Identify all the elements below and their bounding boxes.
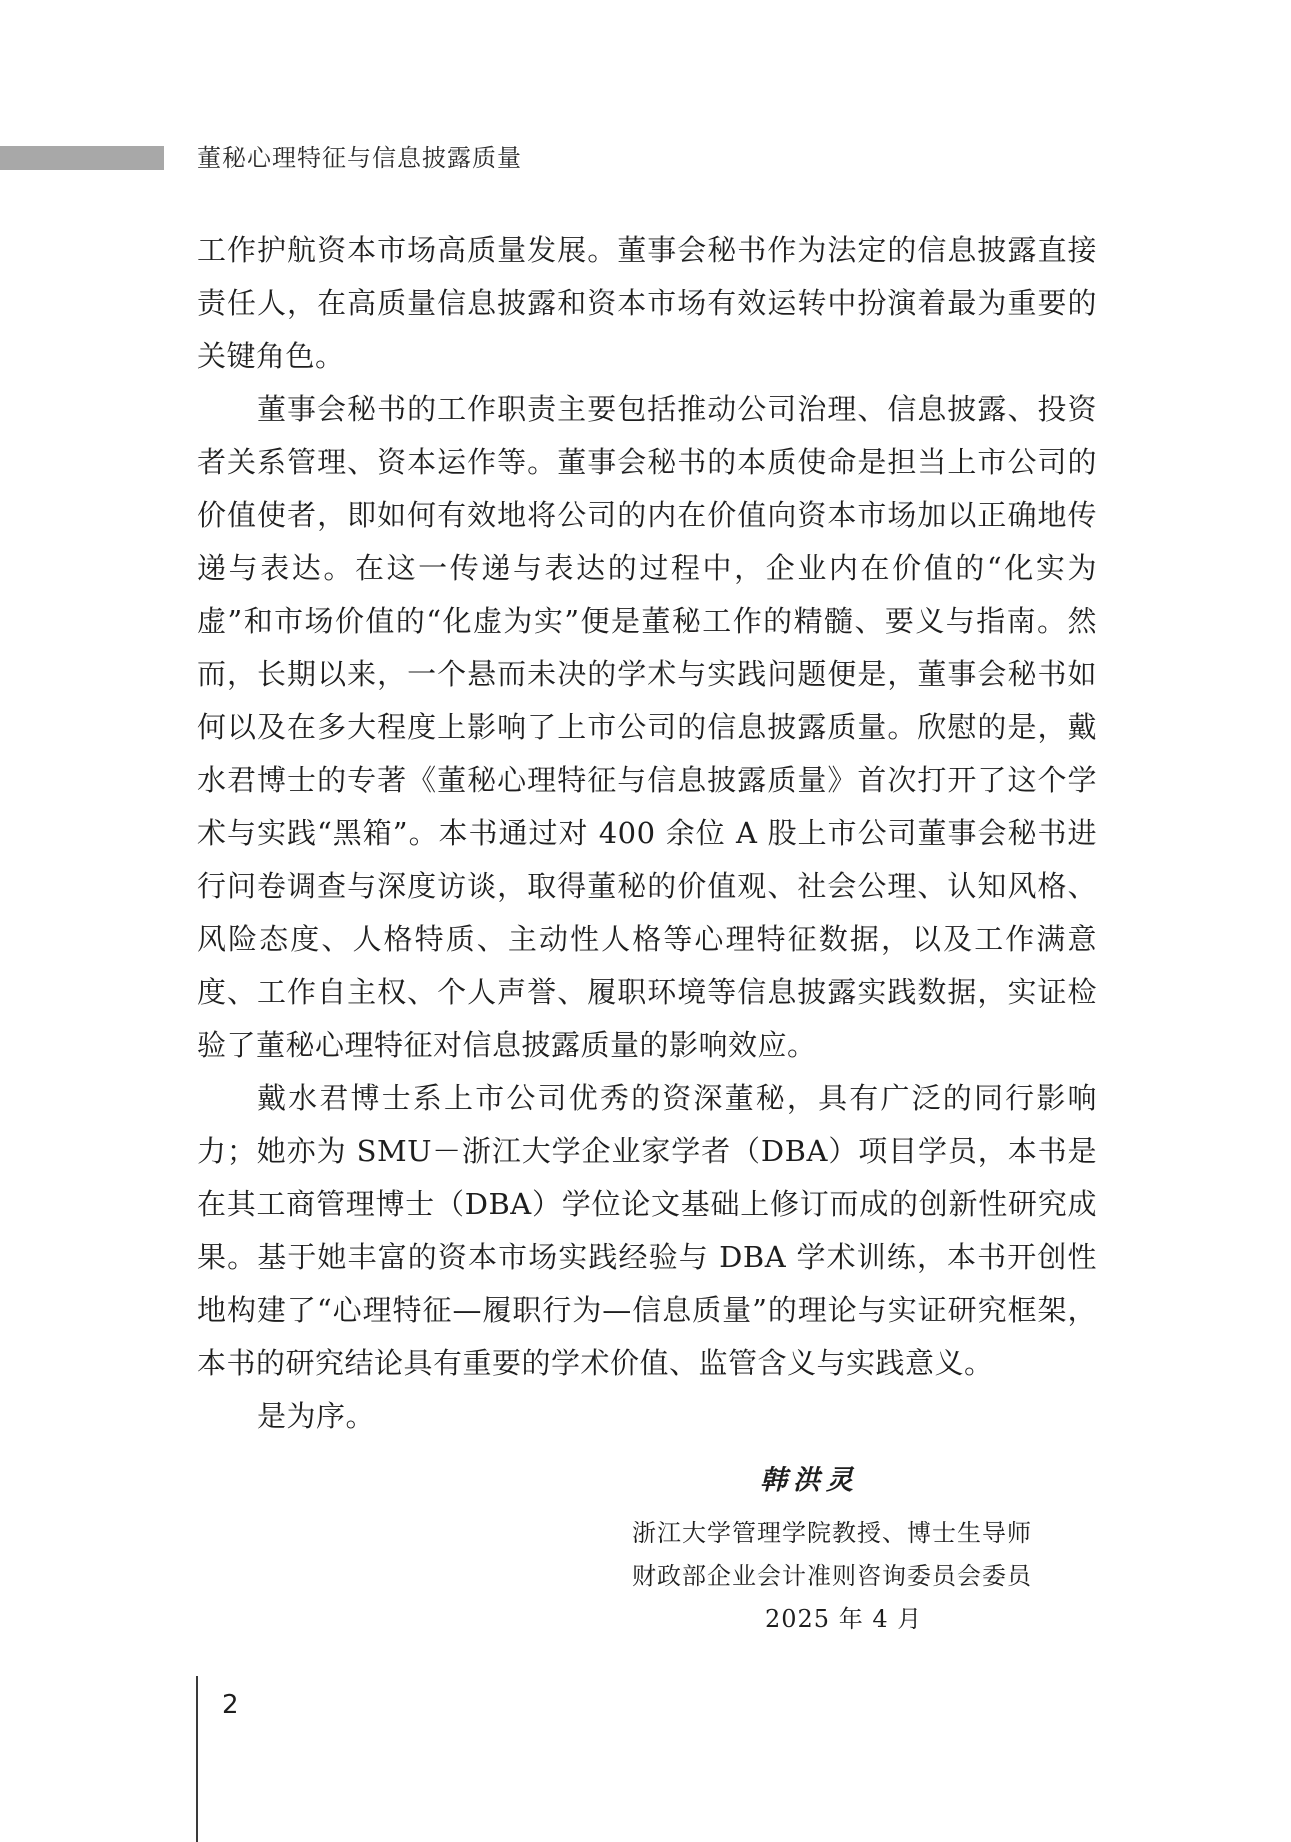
paragraph-continuation: 工作护航资本市场高质量发展。董事会秘书作为法定的信息披露直接责任人，在高质量信息披露和资本市场有效运转中扮演着最为重要的关键角色。 [197,233,1097,373]
page-number: 2 [222,1690,239,1720]
footer-vertical-rule [196,1676,198,1842]
signature-title-2: 财政部企业会计准则咨询委员会委员 [632,1562,1032,1590]
preface-body [197,224,1097,1443]
paragraph-author: 戴水君博士系上市公司优秀的资深董秘，具有广泛的同行影响力；她亦为 SMU－浙江大学企业家学者（DBA）项目学员，本书是在其工商管理博士（DBA）学位论文基础上修订而成的创新性研究成果。基于她丰富的资本市场实践经验与 DBA 学术训练，本书开创性地构建了“心理特征—履职行为—信息质量”的理论与实证研究框架，本书的研究结论具有重要的学术价值、监管含义与实践意义。 [197,1081,1097,1380]
header-gray-bar [0,146,164,170]
signature-date: 2025 年 4 月 [765,1605,923,1633]
running-head-title: 董秘心理特征与信息披露质量 [197,144,522,172]
signature-name: 韩洪灵 [760,1465,859,1496]
paragraph-duties: 董事会秘书的工作职责主要包括推动公司治理、信息披露、投资者关系管理、资本运作等。董事会秘书的本质使命是担当上市公司的价值使者，即如何有效地将公司的内在价值向资本市场加以正确地传递与表达。在这一传递与表达的过程中，企业内在价值的“化实为虚”和市场价值的“化虚为实”便是董秘工作的精髓、要义与指南。然而，长期以来，一个悬而未决的学术与实践问题便是，董事会秘书如何以及在多大程度上影响了上市公司的信息披露质量。欣慰的是，戴水君博士的专著《董秘心理特征与信息披露质量》首次打开了这个学术与实践“黑箱”。本书通过对 400 余位 A 股上市公司董事会秘书进行问卷调查与深度访谈，取得董秘的价值观、社会公理、认知风格、风险态度、人格特质、主动性人格等心理特征数据，以及工作满意度、工作自主权、个人声誉、履职环境等信息披露实践数据，实证检验了董秘心理特征对信息披露质量的影响效应。 [197,392,1097,1062]
signature-title-1: 浙江大学管理学院教授、博士生导师 [632,1519,1032,1547]
paragraph-closing: 是为序。 [257,1399,376,1433]
